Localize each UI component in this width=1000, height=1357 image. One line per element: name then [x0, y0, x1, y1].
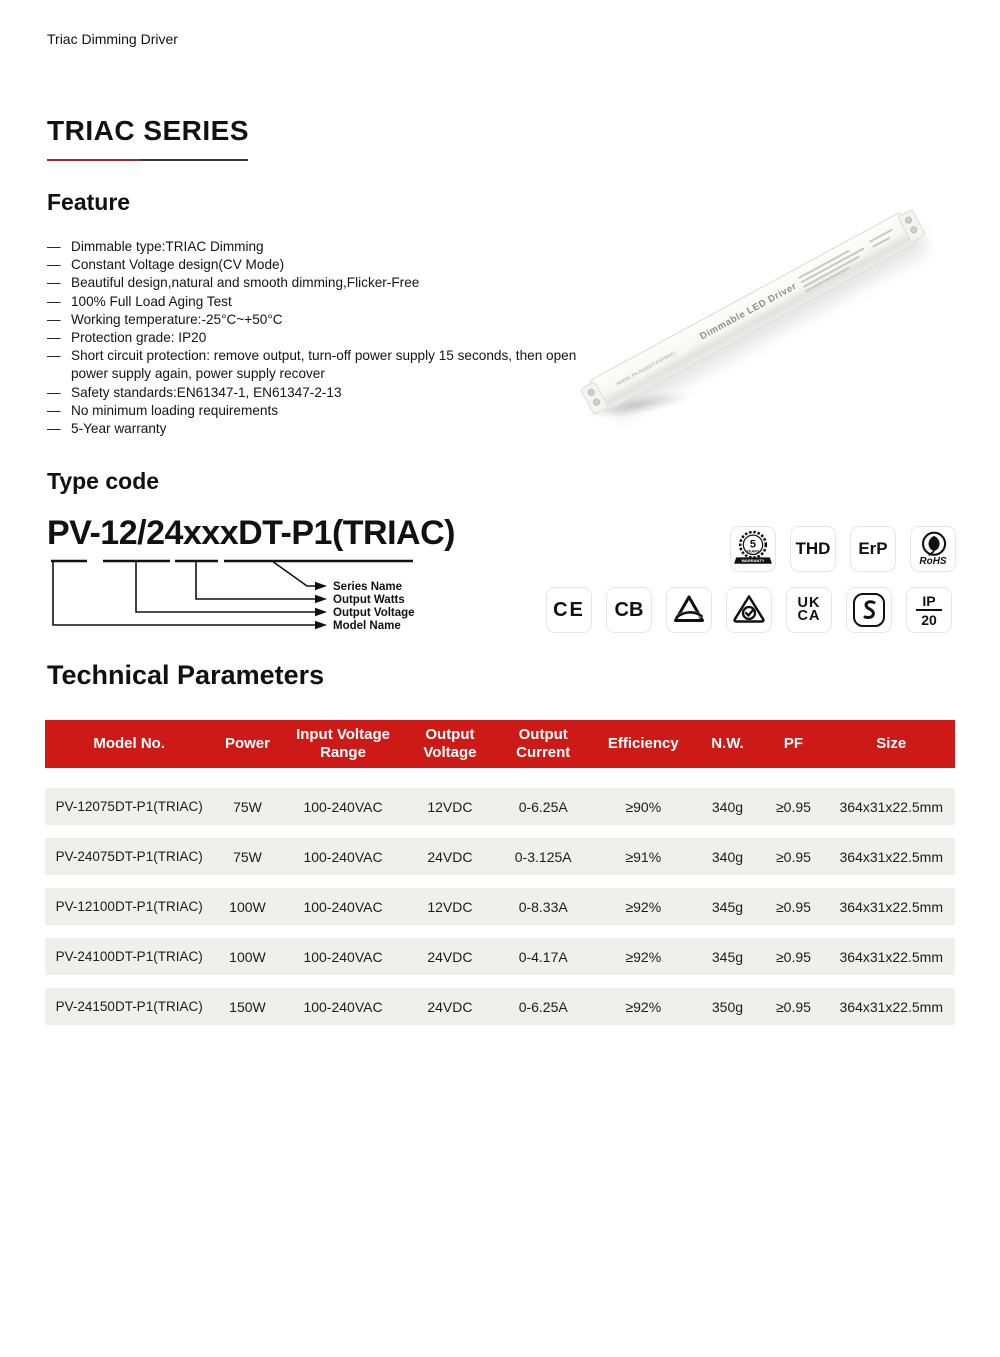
- col-header-size: Size: [876, 735, 907, 752]
- col-header-model-no: Model No.: [93, 735, 165, 752]
- cell-output-voltage: 24VDC: [427, 848, 473, 865]
- warranty-banner-text: WARRANTY: [741, 558, 765, 564]
- driver-print-model: MODEL:PV-24150DT-P1(TRIAC): [615, 350, 677, 387]
- label-output-voltage: Output Voltage: [333, 607, 415, 619]
- cell-model-no: PV-24100DT-P1(TRIAC): [55, 949, 203, 964]
- list-item: [47, 274, 599, 292]
- col-header-efficiency: Efficiency: [607, 735, 679, 752]
- screw-hole: [909, 225, 918, 234]
- dash-bullet: —: [47, 239, 61, 254]
- cell-pf: ≥0.95: [775, 948, 811, 965]
- feature-text: Working temperature:-25°C~+50°C: [71, 311, 283, 327]
- dash-bullet: —: [47, 311, 61, 327]
- feature-text: No minimum loading requirements: [71, 402, 279, 418]
- cell-power: 100W: [229, 898, 266, 915]
- ip20-icon: [906, 587, 952, 633]
- cell-output-current: 0-6.25A: [518, 798, 568, 815]
- cell-pf: ≥0.95: [775, 798, 811, 815]
- col-header-pf: PF: [783, 735, 804, 752]
- underline-red-segment: [47, 159, 140, 161]
- dash-bullet: —: [47, 330, 61, 346]
- spec-print-line: [800, 247, 864, 283]
- erp-label: ErP: [858, 539, 888, 558]
- cell-output-current: 0-6.25A: [518, 998, 568, 1015]
- cell-pf: ≥0.95: [775, 898, 811, 915]
- table-row: [45, 988, 955, 1025]
- cell-nw: 345g: [711, 948, 744, 965]
- cell-efficiency: ≥92%: [625, 998, 662, 1015]
- dash-bullet: —: [47, 384, 61, 400]
- cell-nw: 340g: [711, 798, 744, 815]
- list-item: [47, 402, 599, 420]
- type-code-value: PV-12/24xxxDT-P1(TRIAC): [47, 514, 455, 552]
- col-header-nw: N.W.: [711, 735, 744, 752]
- ip20-line1: IP: [922, 592, 936, 609]
- rohs-icon: [910, 526, 956, 572]
- dash-bullet: —: [47, 402, 61, 418]
- list-item: [47, 329, 599, 347]
- warranty-5-years-icon: [730, 526, 776, 572]
- cell-nw: 340g: [711, 848, 744, 865]
- rohs-label: RoHS: [919, 556, 947, 568]
- cell-output-voltage: 24VDC: [427, 998, 473, 1015]
- thd-icon: [790, 526, 836, 572]
- cell-size: 364x31x22.5mm: [839, 998, 944, 1015]
- ce-icon: [546, 587, 592, 633]
- cell-input-voltage-range: 100-240VAC: [303, 798, 383, 815]
- feature-heading: Feature: [47, 189, 131, 215]
- s-mark-icon: [846, 587, 892, 633]
- cell-output-voltage: 12VDC: [427, 898, 473, 915]
- cell-input-voltage-range: 100-240VAC: [303, 848, 383, 865]
- ip20-divider: [916, 609, 942, 611]
- cell-efficiency: ≥92%: [625, 948, 662, 965]
- mounting-flange-right: [897, 209, 926, 243]
- triangle-safety-icon: [666, 587, 712, 633]
- label-model-name: Model Name: [333, 620, 401, 632]
- dash-bullet: —: [47, 275, 61, 291]
- cell-efficiency: ≥92%: [625, 898, 662, 915]
- screw-hole: [592, 397, 601, 406]
- cell-size: 364x31x22.5mm: [839, 848, 944, 865]
- feature-text: Protection grade: IP20: [71, 330, 207, 346]
- label-series-name: Series Name: [333, 581, 403, 593]
- list-item: [47, 311, 599, 329]
- series-title: TRIAC SERIES: [47, 115, 250, 146]
- feature-text: Short circuit protection: remove output, turn-off power supply 15 seconds, then open power supply again, power supply recover: [71, 348, 577, 382]
- dash-bullet: —: [47, 421, 61, 437]
- certification-row-2: [546, 587, 952, 633]
- driver-print-title: Dimmable LED Driver: [698, 280, 799, 343]
- cell-output-current: 0-3.125A: [514, 848, 572, 865]
- parameters-table: [45, 720, 955, 1025]
- col-header-input-voltage-range: Input Voltage Range: [296, 726, 390, 761]
- cb-icon: [606, 587, 652, 633]
- ce-label: CE: [553, 598, 585, 621]
- cell-output-current: 0-8.33A: [518, 898, 568, 915]
- cell-input-voltage-range: 100-240VAC: [303, 898, 383, 915]
- feature-text: 5-Year warranty: [71, 421, 167, 437]
- cell-efficiency: ≥90%: [625, 798, 662, 815]
- underline-dark-segment: [140, 159, 248, 161]
- feature-text: Constant Voltage design(CV Mode): [71, 257, 285, 273]
- type-code-heading: Type code: [47, 468, 160, 494]
- feature-text: Dimmable type:TRIAC Dimming: [71, 239, 264, 254]
- thd-label: THD: [795, 539, 831, 558]
- cell-size: 364x31x22.5mm: [839, 798, 944, 815]
- cell-pf: ≥0.95: [775, 998, 811, 1015]
- cell-model-no: PV-12100DT-P1(TRIAC): [55, 899, 203, 914]
- feature-text: Beautiful design,natural and smooth dimming,Flicker-Free: [71, 275, 420, 291]
- series-title-underline: [47, 159, 248, 161]
- cell-size: 364x31x22.5mm: [839, 898, 944, 915]
- cell-efficiency: ≥91%: [625, 848, 662, 865]
- ukca-line1: UK: [797, 595, 821, 611]
- table-header-row: [45, 720, 955, 768]
- label-output-watts: Output Watts: [333, 594, 405, 606]
- table-row: [45, 888, 955, 925]
- ip20-line2: 20: [921, 611, 937, 628]
- cell-power: 75W: [233, 848, 262, 865]
- cell-model-no: PV-24150DT-P1(TRIAC): [55, 999, 203, 1014]
- type-code-diagram: [45, 554, 435, 644]
- ukca-icon: [786, 587, 832, 633]
- list-item: [47, 256, 599, 274]
- cell-output-current: 0-4.17A: [518, 948, 568, 965]
- ukca-line2: CA: [797, 608, 821, 624]
- dash-bullet: —: [47, 257, 61, 273]
- list-item: [47, 238, 599, 256]
- list-item: [47, 420, 599, 438]
- cell-input-voltage-range: 100-240VAC: [303, 998, 383, 1015]
- table-row: [45, 938, 955, 975]
- page-header-label: Triac Dimming Driver: [47, 31, 178, 47]
- col-header-power: Power: [224, 735, 270, 752]
- table-row: [45, 838, 955, 875]
- technical-parameters-heading: Technical Parameters: [47, 660, 325, 690]
- certification-row-1: [730, 526, 956, 572]
- dash-bullet: —: [47, 293, 61, 309]
- cell-input-voltage-range: 100-240VAC: [303, 948, 383, 965]
- cell-model-no: PV-12075DT-P1(TRIAC): [55, 799, 203, 814]
- cell-pf: ≥0.95: [775, 848, 811, 865]
- cb-label: CB: [614, 598, 644, 621]
- screw-hole: [904, 215, 913, 224]
- col-header-output-current: Output Current: [516, 726, 571, 761]
- dash-bullet: —: [47, 348, 61, 364]
- list-item: [47, 293, 599, 311]
- cell-nw: 345g: [711, 898, 744, 915]
- screw-hole: [587, 388, 596, 397]
- col-header-output-voltage: Output Voltage: [423, 726, 477, 761]
- warranty-years-number: 5: [749, 538, 757, 551]
- feature-list: [47, 238, 599, 438]
- cell-size: 364x31x22.5mm: [839, 948, 944, 965]
- cell-output-voltage: 24VDC: [427, 948, 473, 965]
- warranty-years-word: YEARS: [746, 549, 760, 554]
- list-item: [47, 347, 599, 383]
- led-driver-photo: [589, 212, 917, 413]
- table-row: [45, 788, 955, 825]
- feature-text: 100% Full Load Aging Test: [71, 293, 232, 309]
- erp-icon: [850, 526, 896, 572]
- cell-power: 75W: [233, 798, 262, 815]
- cell-power: 150W: [229, 998, 266, 1015]
- cell-nw: 350g: [711, 998, 744, 1015]
- rcm-icon: [726, 587, 772, 633]
- list-item: [47, 384, 599, 402]
- feature-text: Safety standards:EN61347-1, EN61347-2-13: [71, 384, 342, 400]
- cell-model-no: PV-24075DT-P1(TRIAC): [55, 849, 203, 864]
- cell-output-voltage: 12VDC: [427, 798, 473, 815]
- cell-power: 100W: [229, 948, 266, 965]
